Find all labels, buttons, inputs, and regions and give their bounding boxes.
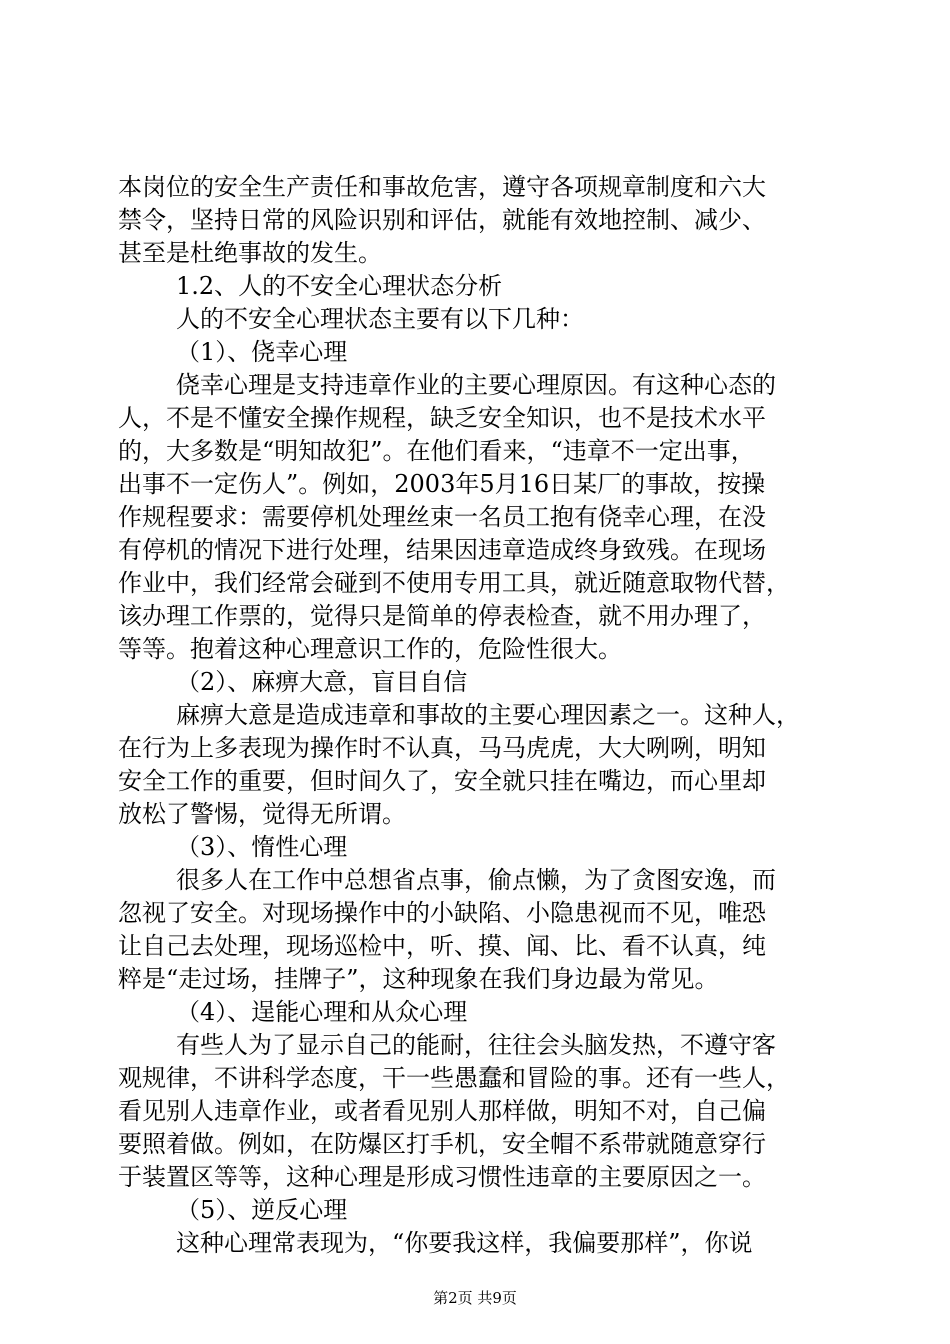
body-line: 安全工作的重要，但时间久了，安全就只挂在嘴边，而心里却 (118, 767, 766, 795)
body-line: 放松了警惕，觉得无所谓。 (118, 800, 406, 828)
body-line: 让自己去处理，现场巡检中，听、摸、闻、比、看不认真，纯 (118, 932, 766, 960)
body-line: 麻痹大意是造成违章和事故的主要心理因素之一。这种人， (176, 701, 800, 729)
body-line: 粹是“走过场，挂牌子”，这种现象在我们身边最为常见。 (118, 965, 719, 993)
body-line: 作业中，我们经常会碰到不使用专用工具，就近随意取物代替， (118, 569, 790, 597)
body-line: 甚至是杜绝事故的发生。 (118, 239, 382, 267)
body-line: 出事不一定伤人”。例如，2003年5月16日某厂的事故，按操 (118, 470, 766, 498)
body-line: 该办理工作票的，觉得只是简单的停表检查，就不用办理了， (118, 602, 766, 630)
body-line: 看见别人违章作业，或者看见别人那样做，明知不对，自己偏 (118, 1097, 766, 1125)
body-line: 要照着做。例如，在防爆区打手机，安全帽不系带就随意穿行 (118, 1130, 766, 1158)
body-line: 这种心理常表现为，“你要我这样，我偏要那样”，你说 (176, 1229, 753, 1257)
body-line: 本岗位的安全生产责任和事故危害，遵守各项规章制度和六大 (118, 173, 766, 201)
body-line: 于装置区等等，这种心理是形成习惯性违章的主要原因之一。 (118, 1163, 766, 1191)
body-line: 等等。抱着这种心理意识工作的，危险性很大。 (118, 635, 622, 663)
subsection-heading: （2）、麻痹大意，盲目自信 (176, 668, 468, 696)
body-line: 侥幸心理是支持违章作业的主要心理原因。有这种心态的 (176, 371, 776, 399)
body-line: 人，不是不懂安全操作规程，缺乏安全知识，也不是技术水平 (118, 404, 766, 432)
body-line: 有停机的情况下进行处理，结果因违章造成终身致残。在现场 (118, 536, 766, 564)
subsection-heading: （3）、惰性心理 (176, 833, 348, 861)
body-line: 很多人在工作中总想省点事，偷点懒，为了贪图安逸，而 (176, 866, 776, 894)
page-number-footer: 第2页 共9页 (433, 1289, 517, 1307)
subsection-heading: （4）、逞能心理和从众心理 (176, 998, 468, 1026)
body-line: 作规程要求：需要停机处理丝束一名员工抱有侥幸心理，在没 (118, 503, 766, 531)
subsection-heading: （1）、侥幸心理 (176, 338, 348, 366)
body-line: 在行为上多表现为操作时不认真，马马虎虎，大大咧咧，明知 (118, 734, 766, 762)
body-line: 观规律，不讲科学态度，干一些愚蠢和冒险的事。还有一些人， (118, 1064, 790, 1092)
body-line: 人的不安全心理状态主要有以下几种： (176, 305, 584, 333)
body-line: 忽视了安全。对现场操作中的小缺陷、小隐患视而不见，唯恐 (118, 899, 766, 927)
body-line: 禁令，坚持日常的风险识别和评估，就能有效地控制、减少、 (118, 206, 766, 234)
section-heading: 1.2、人的不安全心理状态分析 (176, 272, 503, 300)
body-line: 的，大多数是“明知故犯”。在他们看来，“违章不一定出事， (118, 437, 755, 465)
subsection-heading: （5）、逆反心理 (176, 1196, 348, 1224)
body-line: 有些人为了显示自己的能耐，往往会头脑发热，不遵守客 (176, 1031, 776, 1059)
